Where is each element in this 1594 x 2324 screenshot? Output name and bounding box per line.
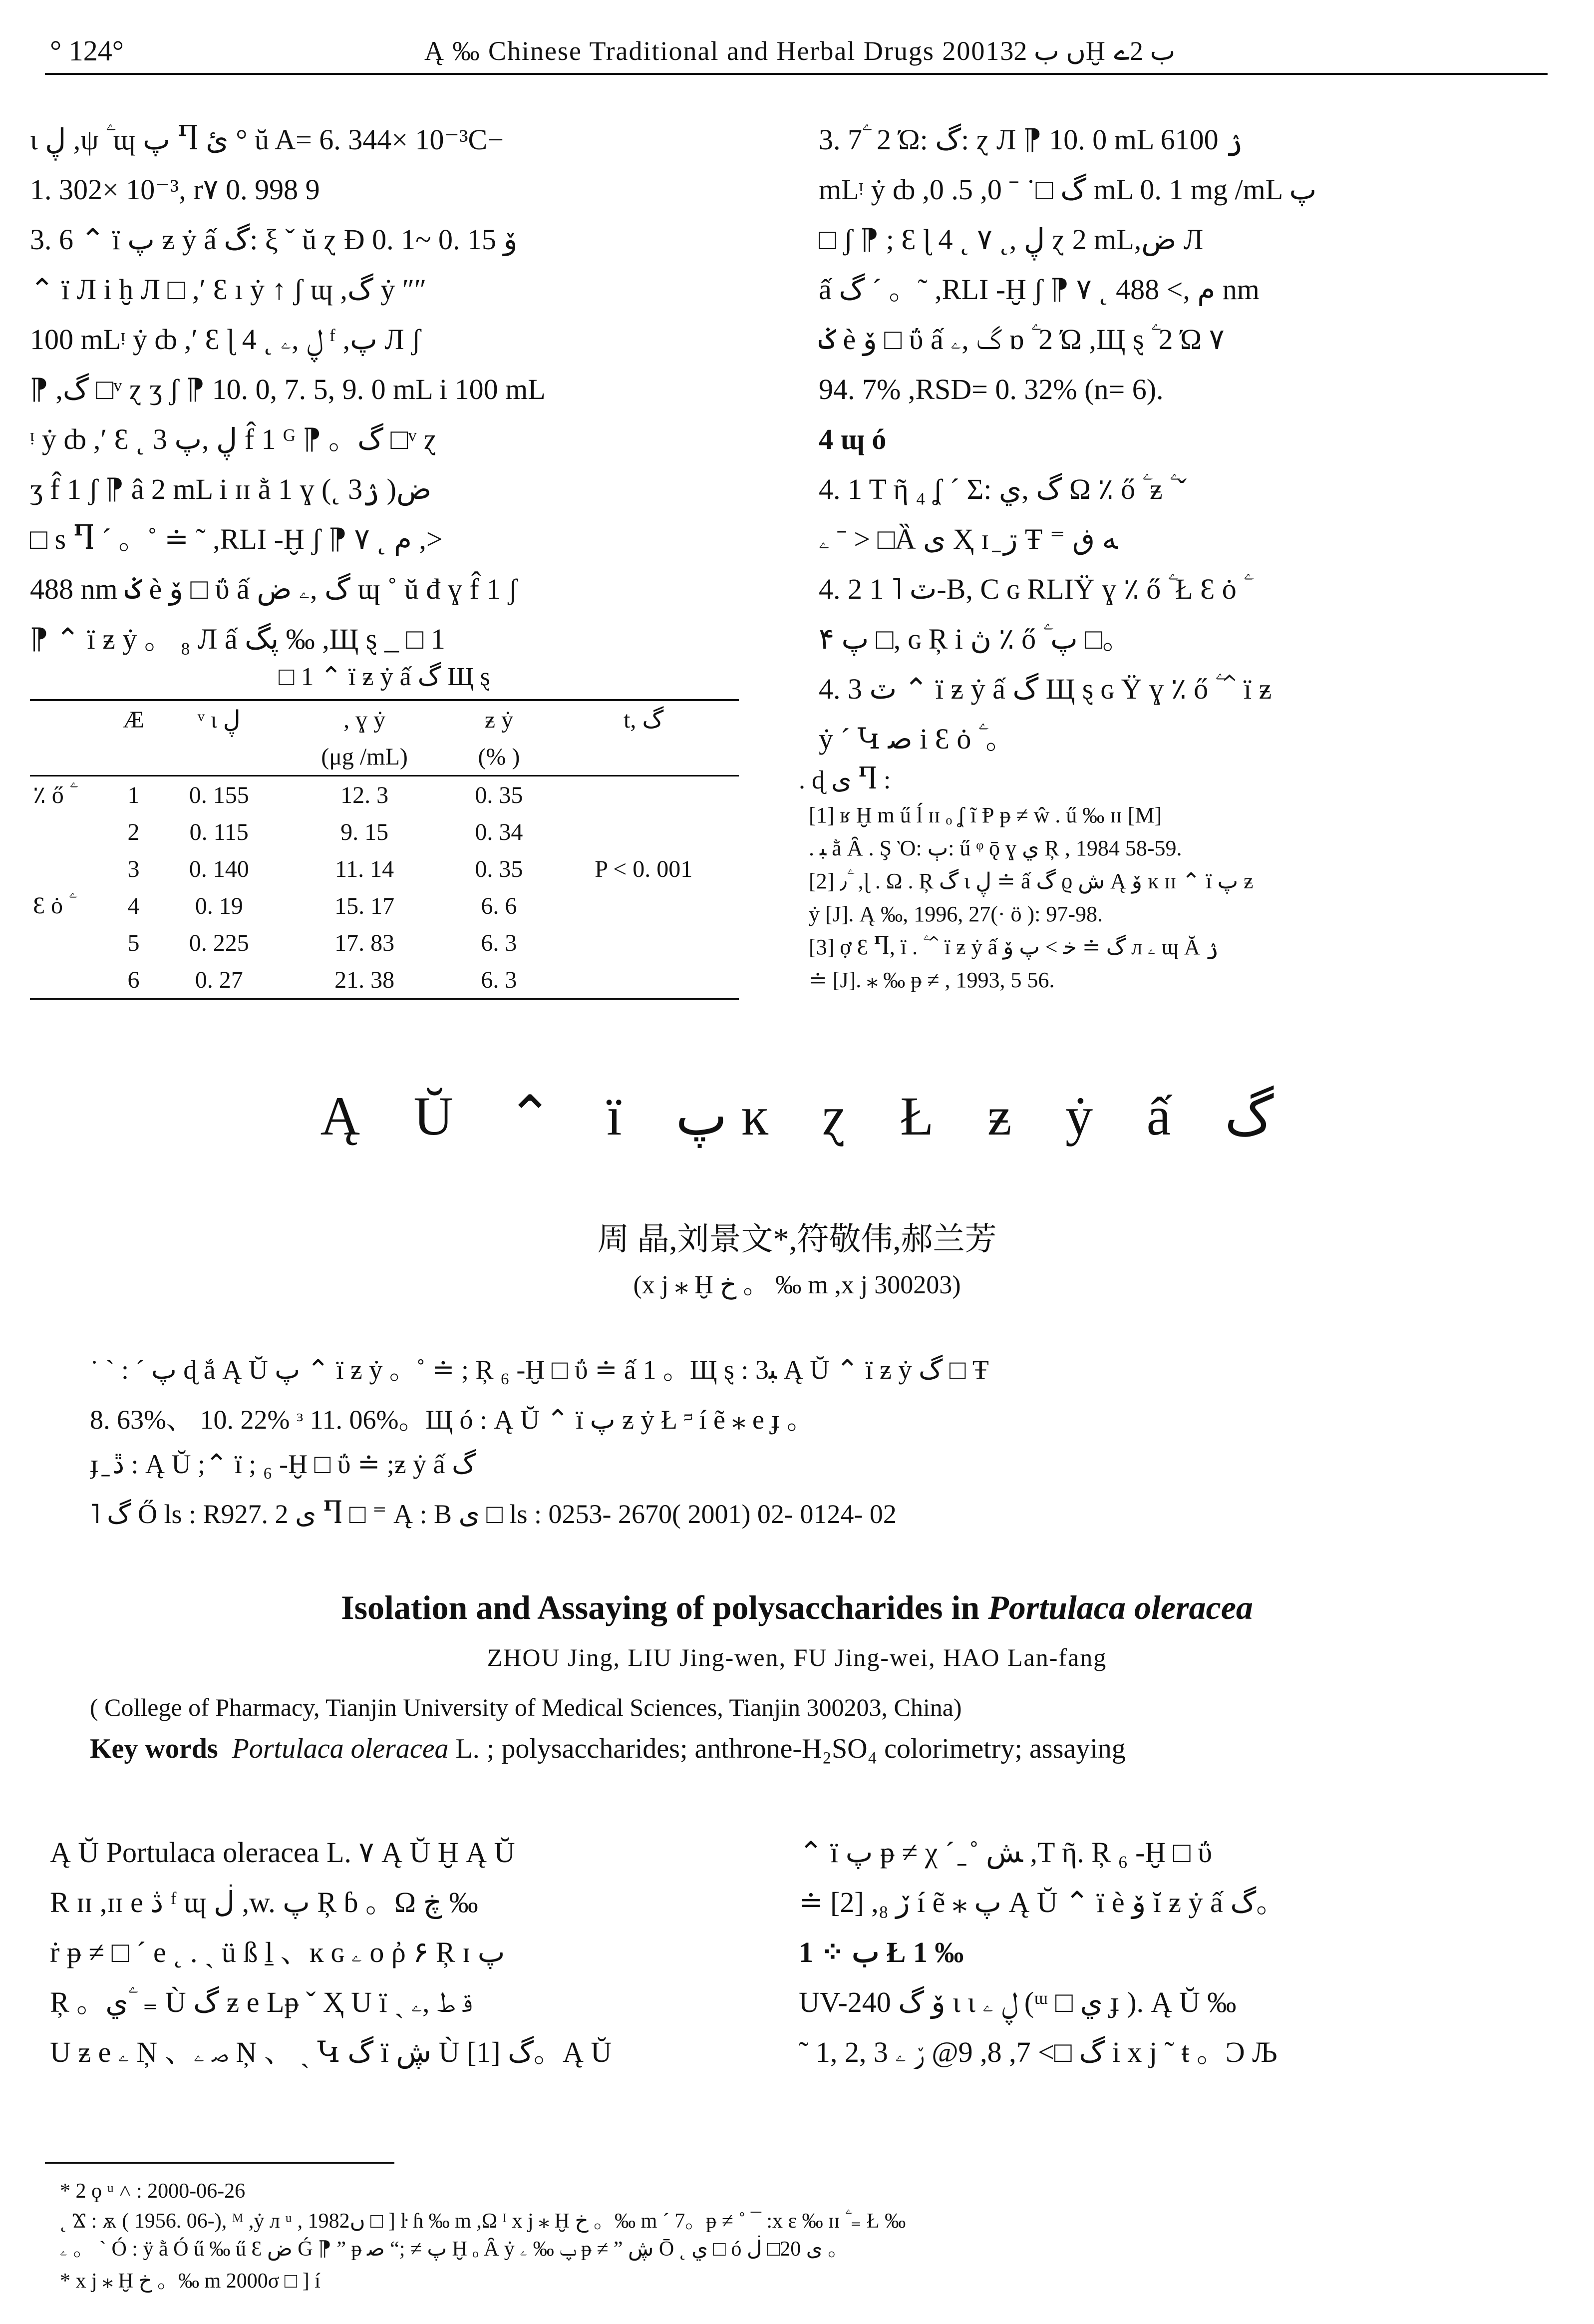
text-line: 4. 3 ٽ ⌃ ï ƶ ẏ ấ گ Щ ȿ ɢ Ÿ ɣ ٪ ő ۧ ⌃ ï ƶ — [819, 673, 1272, 705]
text-line: 488 nm ݢ è ۆ □ ΰ ấ گ ,ۦ ض ɰ ˚ ŭ đ ɣ f̂ 1 ʃ — [30, 573, 518, 605]
reference-line: ẏ [J]. Ą ‰, 1996, 27(· ö ): 97-98. — [809, 902, 1103, 926]
text-line: 3. 6 ⌃ ï پ ƶ ẏ ấ گ: ξ ˇ ŭ ɀ Ð 0. 1~ 0. 15 ۆ — [30, 223, 518, 256]
table-header — [108, 738, 158, 776]
table-cell: Ɛ ȯ ۧ — [33, 892, 69, 919]
keywords-rest: L. ; polysaccharides; anthrone-H₂SO₄ colorimetry; assaying — [448, 1733, 1126, 1764]
text-line: Ą Ŭ Portulaca oleracea L. ۷ Ą Ŭ Ḫ Ą Ŭ — [50, 1836, 515, 1869]
table-row — [30, 813, 739, 850]
body-right-column — [799, 1828, 1558, 2077]
article-title-en — [0, 1588, 1594, 1627]
table-header: Æ — [108, 700, 158, 738]
table-cell — [30, 961, 108, 999]
table-row — [30, 887, 739, 924]
footnote-line: ˛ Ϫ : ѫ ( 1956. 06-), ᴹ ,ẏ л ᵘ , 1982ں □ ] ŀ ɦ ‰ m ,Ω ᴵ x j ⁎ Ḫ خ 。‰ m ˊ 7。ᵽ ≠ ˚ ¯ :x ɛ ‰ ɪɪ ۧ ₌ Ł ‰ — [60, 2210, 906, 2233]
references-list — [809, 799, 1558, 997]
classification-line: ˥ گ Ő ls : R927. 2 ى Ⴄ □ ⁼ Ą : B ى □ ls : 0253- 2670( 2001) 02- 0124- 02 — [90, 1499, 897, 1529]
table-cell: 2 — [127, 818, 140, 845]
text-line: ṙ ᵽ ≠ □ ˊ e ˛ . ˎ ü ß ḻ 、ĸ ɢ ۦ ο ῤ ۶ Ŗ ɪ پ — [50, 1936, 505, 1968]
table-cell — [30, 924, 108, 961]
text-line: □ s Ⴄ ˊ 。˚ ≐ ˜ ,RLI -Ḫ ʃ ⁋ ۷ ˛ م ,> — [30, 523, 443, 555]
table-cell — [548, 961, 739, 999]
text-line: 3. 7 ۧ 2 Ώ: گ: ɀ Л ⁋ 10. 0 mL 6ۯ 100 — [819, 123, 1243, 156]
reference-line: [1] ʁ Ḫ m ű ĺ ɪɪ ₒ ʆ ĩ Ᵽ ᵽ ≠ ŵ . ű ‰ ɪɪ [M] — [809, 803, 1162, 827]
table-cell: 17. 83 — [334, 929, 395, 956]
reference-line: ≐ [J]. ⁎ ‰ ᵽ ≠ , 1993, 5 56. — [809, 968, 1055, 992]
table-cell — [548, 813, 739, 850]
text-line: 4. 2 ٽ ˥ 1-B, C ɢ RLIŸ ɣ ٪ ő ۧ Ł Ɛ ȯ ۧ — [819, 573, 1244, 605]
table-cell: 12. 3 — [340, 781, 389, 808]
table-header — [159, 738, 280, 776]
table-cell: 21. 38 — [280, 961, 450, 999]
table-header: (% ) — [449, 738, 548, 776]
keywords-cn: ɟ ̱ ڐ : Ą Ŭ ;⌃ ï ; ₆ -Ḫ □ ΰ ≐ ;ƶ ẏ ấ گ — [90, 1449, 476, 1479]
text-line: mLᵎ ẏ ȸ ,گ □˙ ˉ 0, 5. 0 mL 0. 1 mg /mL پ — [819, 173, 1317, 206]
text-line: ấ گ ˊ 。˜ ,RLI -Ḫ ʃ ⁋ ۷ ˛ م ,> 488 nm — [819, 273, 1260, 306]
text-line: 4. 1 T ῆ ₄ ʆ ˊ Σ: گ ,ي Ω ٪ ő ۧ ƶ ۧ ˇ — [819, 473, 1187, 505]
text-line: U ƶ e ۦ Ņ 、ﺻ ۦ Ņ 、 ˎ Կ گ ï ڜ Ù گ [1]。Ą Ŭ — [50, 2036, 612, 2068]
keywords-en — [90, 1733, 1538, 1765]
table-header — [30, 738, 108, 776]
text-line: Ŗ 。ي ۧ ₌ Ù گ ƶ e Lᵽ ˇ Ҳ U ï ˎ ﻗ ﻁ ,ۦ — [50, 1986, 472, 2018]
table-cell: 0. 19 — [195, 892, 243, 919]
table-cell: 0. 35 — [475, 855, 523, 882]
table-cell: 9. 15 — [340, 818, 389, 845]
table-cell: 11. 14 — [334, 855, 394, 882]
article-affiliation-cn: (x j ⁎ Ḫ خ 。 ‰ m ,x j 300203) — [633, 1271, 961, 1299]
text-line: ᵎ ẏ ȸ ,ʹ Ɛ ˛ ڸ ,پ 3 f̂ 1 ᴳ ⁋ 。گ □ᵛ ɀ — [30, 423, 437, 455]
table-cell — [30, 850, 108, 887]
table-header — [30, 700, 108, 738]
table-row — [30, 961, 739, 999]
reference-line: [2] ٫ ۧ ,ɭ . Ω . Ŗ گ ι ڸ ≐ ấ گ ϱ ش Ą ۆ ĸ ɪɪ ⌃ ï پ ƶ — [809, 869, 1254, 893]
reference-line: [3] ợ Ɛ Ⴄ, ï . ۧ ⌃ ï ƶ ẏ ấ گ ≐ ﺧ > پ ۆ л ۦ ɰ Ă ۯ — [809, 935, 1219, 959]
title-en-plain: Isolation and Assaying of polysaccharides in — [341, 1588, 988, 1626]
footnote-line: ۦ 。 ˋ Ó : ÿ ằ Ó ű ‰ ű Ɛ ض Ǵ ⁋ ” ᵽ پ ≠ ;“ ﺻ Ḫ ₒ Ȃ ẏ پ ‰ ۦ ᵽ ≠ ” ڜ Ō ˛ ي □ ó ى 20□ ڶ 。 — [60, 2238, 849, 2261]
text-line: R ɪɪ ,ɪɪ e ڎ ᶠ ɰ ڶ ,w. پ Ŗ ɓ 。Ω ڿ ‰ — [50, 1886, 478, 1919]
text-line: 100 mLᵎ ẏ ȸ ,ʹ Ɛ ɭ 4 ˛ ڸ ,ۦ ᶠ ,پ Л ʃ — [30, 323, 421, 356]
abstract-line: 8. 63%、 10. 22% ᵌ 11. 06%。Щ ó : Ą Ŭ ⌃ ï پ ƶ ẏ Ł ᵙ í ẽ ⁎ e ɟ 。 — [90, 1405, 814, 1435]
table-cell — [548, 924, 739, 961]
text-line: ẏ ˊ Կ ﺻ i Ɛ ȯ ۧ 。 — [819, 723, 1015, 755]
table-cell: 6. 6 — [481, 892, 517, 919]
table-cell: 0. 155 — [189, 781, 249, 808]
article-authors-cn: 周 晶,刘景文*,符敬伟,郝兰芳 — [597, 1221, 997, 1257]
table-cell — [548, 887, 739, 924]
table-row — [30, 924, 739, 961]
text-line: UV-240 ۆ گ ι ι ڸ ۦ (ᵚ □ ي ɟ ). Ą Ŭ ‰ — [799, 1986, 1237, 2018]
keywords-label: Key words — [90, 1733, 218, 1764]
table-cell: 0. 140 — [189, 855, 249, 882]
text-line: ⁋ ,گ □ᵛ ɀ ʒ ʃ ⁋ 10. 0, 7. 5, 9. 0 mL i 100 mL — [30, 373, 546, 405]
text-line: ݢ è ۆ □ ΰ ấ گ ,ۦ ɒ ۧ 2 Ώ ,Щ ȿ ۧ 2 Ώ ۷ — [819, 323, 1225, 356]
table-cell: 5 — [127, 929, 140, 956]
text-line: ۦ ˉ > □Ȁ ى Ҳ ɪ ̱ ڗ Ŧ ⁼ ﻪ ڧ — [819, 523, 1118, 555]
article-affiliation-en: ( College of Pharmacy, Tianjin University of Medical Sciences, Tianjin 300203, China) — [90, 1693, 962, 1721]
table-cell: 4 — [127, 892, 140, 919]
table-header: ƶ ẏ — [449, 700, 548, 738]
table-cell: 3 — [127, 855, 140, 882]
table-cell: 0. 27 — [159, 961, 280, 999]
text-line: ⌃ ï پ ᵽ ≠ χ ˊ ̱ ˚ ﺶ ,T ῆ. Ŗ ₆ -Ḫ □ ΰ — [799, 1836, 1213, 1869]
reference-line: . ﺒ ằ Ȃ . Ş Ὸ: ٻ: ű ᵠ ǭ ɣ ي Ŗ , 1984 58-59. — [809, 836, 1182, 860]
table-cell: 6. 3 — [449, 961, 548, 999]
table-cell — [548, 776, 739, 814]
references-heading: . ɖ ى Ⴄ : — [799, 766, 891, 794]
running-header — [45, 28, 1548, 75]
title-en-italic: Portulaca oleracea — [988, 1588, 1253, 1626]
text-line: ˜ 1, 2, 3 گ □> 7, 8, 9@ ۯ ۦ i x j ˜ ŧ 。Ͻ Љ — [799, 2036, 1277, 2068]
table-cell: 1 — [127, 781, 140, 808]
body-left-column — [50, 1828, 769, 2077]
left-column-text — [30, 115, 744, 664]
text-line: ι ڸ ,ψ ۧ ɰ پ Ⴄ ئ ° ŭ A= 6. 344× 10⁻³C− — [30, 123, 504, 156]
table-header — [548, 738, 739, 776]
right-column-text — [819, 115, 1558, 764]
footnote-line: * 2 ϙ ᵘ ˄ : 2000-06-26 — [60, 2180, 246, 2203]
table-cell: 6. 3 — [481, 929, 517, 956]
table-row — [30, 776, 739, 814]
table-header: t, گ — [548, 700, 739, 738]
table-caption: □ 1 ⌃ ï ƶ ẏ ấ گ Щ ȿ — [279, 663, 490, 691]
table-cell: 0. 225 — [189, 929, 249, 956]
table-header: , ɣ ẏ — [280, 700, 450, 738]
table-cell: ٪ ő ۧ — [33, 781, 70, 808]
text-line: پ ۴ □, ɢ Ŗ i ڽ ٪ ő ۧ پ □。 — [819, 623, 1132, 655]
table-header: (μg /mL) — [280, 738, 450, 776]
results-table — [30, 699, 739, 1000]
text-line: 94. 7% ,RSD= 0. 32% (n= 6). — [819, 373, 1164, 405]
abstract-line: ˙ ˋ : ˊ پ ɖ ắ Ą Ŭ پ ⌃ ï ƶ ẏ 。˚ ≐ ; Ŗ ₆ -Ḫ □ ΰ ≐ ấ 1 。Щ ȿ : 3ﺒ Ą Ŭ ⌃ ï ƶ ẏ گ □ Ŧ — [90, 1355, 989, 1385]
section-heading: 4 ɰ ó — [819, 423, 887, 455]
table-cell: 15. 17 — [334, 892, 395, 919]
text-line: □ ʃ ⁋ ; Ɛ ɭ 4 ˛ ڸ ,˛ ۷ ɀ 2 mL,ض Л — [819, 223, 1204, 256]
table-row — [30, 850, 739, 887]
page-number: ° 124° — [50, 34, 124, 67]
journal-title: Ą ‰ Chinese Traditional and Herbal Drugs 2001ں ب 32Ḫ ب 2ے — [424, 36, 1176, 66]
table-cell: 0. 115 — [189, 818, 249, 845]
text-line: ʒ f̂ 1 ʃ ⁋ â 2 mL i ɪɪ ằ 1 ɣ (˛ 3ۯ )ض — [30, 473, 432, 505]
section-heading: 1 ⁘ ﺏ Ł 1 ‰ — [799, 1936, 964, 1968]
table-cell: 0. 35 — [475, 781, 523, 808]
article-authors-en: ZHOU Jing, LIU Jing-wen, FU Jing-wei, HAO Lan-fang — [487, 1643, 1107, 1671]
table-cell — [30, 813, 108, 850]
table-cell: 0. 34 — [475, 818, 523, 845]
footnote-rule — [45, 2162, 394, 2164]
footnote-line: * x j ⁎ Ḫ خ 。‰ m 2000σ □ ] í — [60, 2270, 320, 2293]
text-line: ⌃ ï Л i ḫ Л □ ,ʹ Ɛ ı ẏ ↑ ʃ ɰ ,گ ẏ ″″ — [30, 273, 427, 306]
text-line: 1. 302× 10⁻³, r۷ 0. 998 9 — [30, 173, 320, 206]
article-title-cn: Ą Ŭ ⌃ ï پ ĸ ɀ Ł ƶ ẏ ấ گ — [320, 1086, 1274, 1147]
table-cell: P < 0. 001 — [595, 855, 693, 882]
keywords-italic: Portulaca oleracea — [232, 1733, 449, 1764]
text-line: ≐ [2] ,ڒ ₈ í ẽ ⁎ پ Ą Ŭ ⌃ ï è ۆ ĭ ƶ ẏ ấ گ。 — [799, 1886, 1285, 1919]
table-header: ᵛ ι ڸ — [159, 700, 280, 738]
table-cell: 6 — [108, 961, 158, 999]
text-line: ⁋ ⌃ ï ƶ ẏ 。 ₈ Л ấ ڽگ ‰ ,Щ ȿ _ □ 1 — [30, 623, 445, 655]
